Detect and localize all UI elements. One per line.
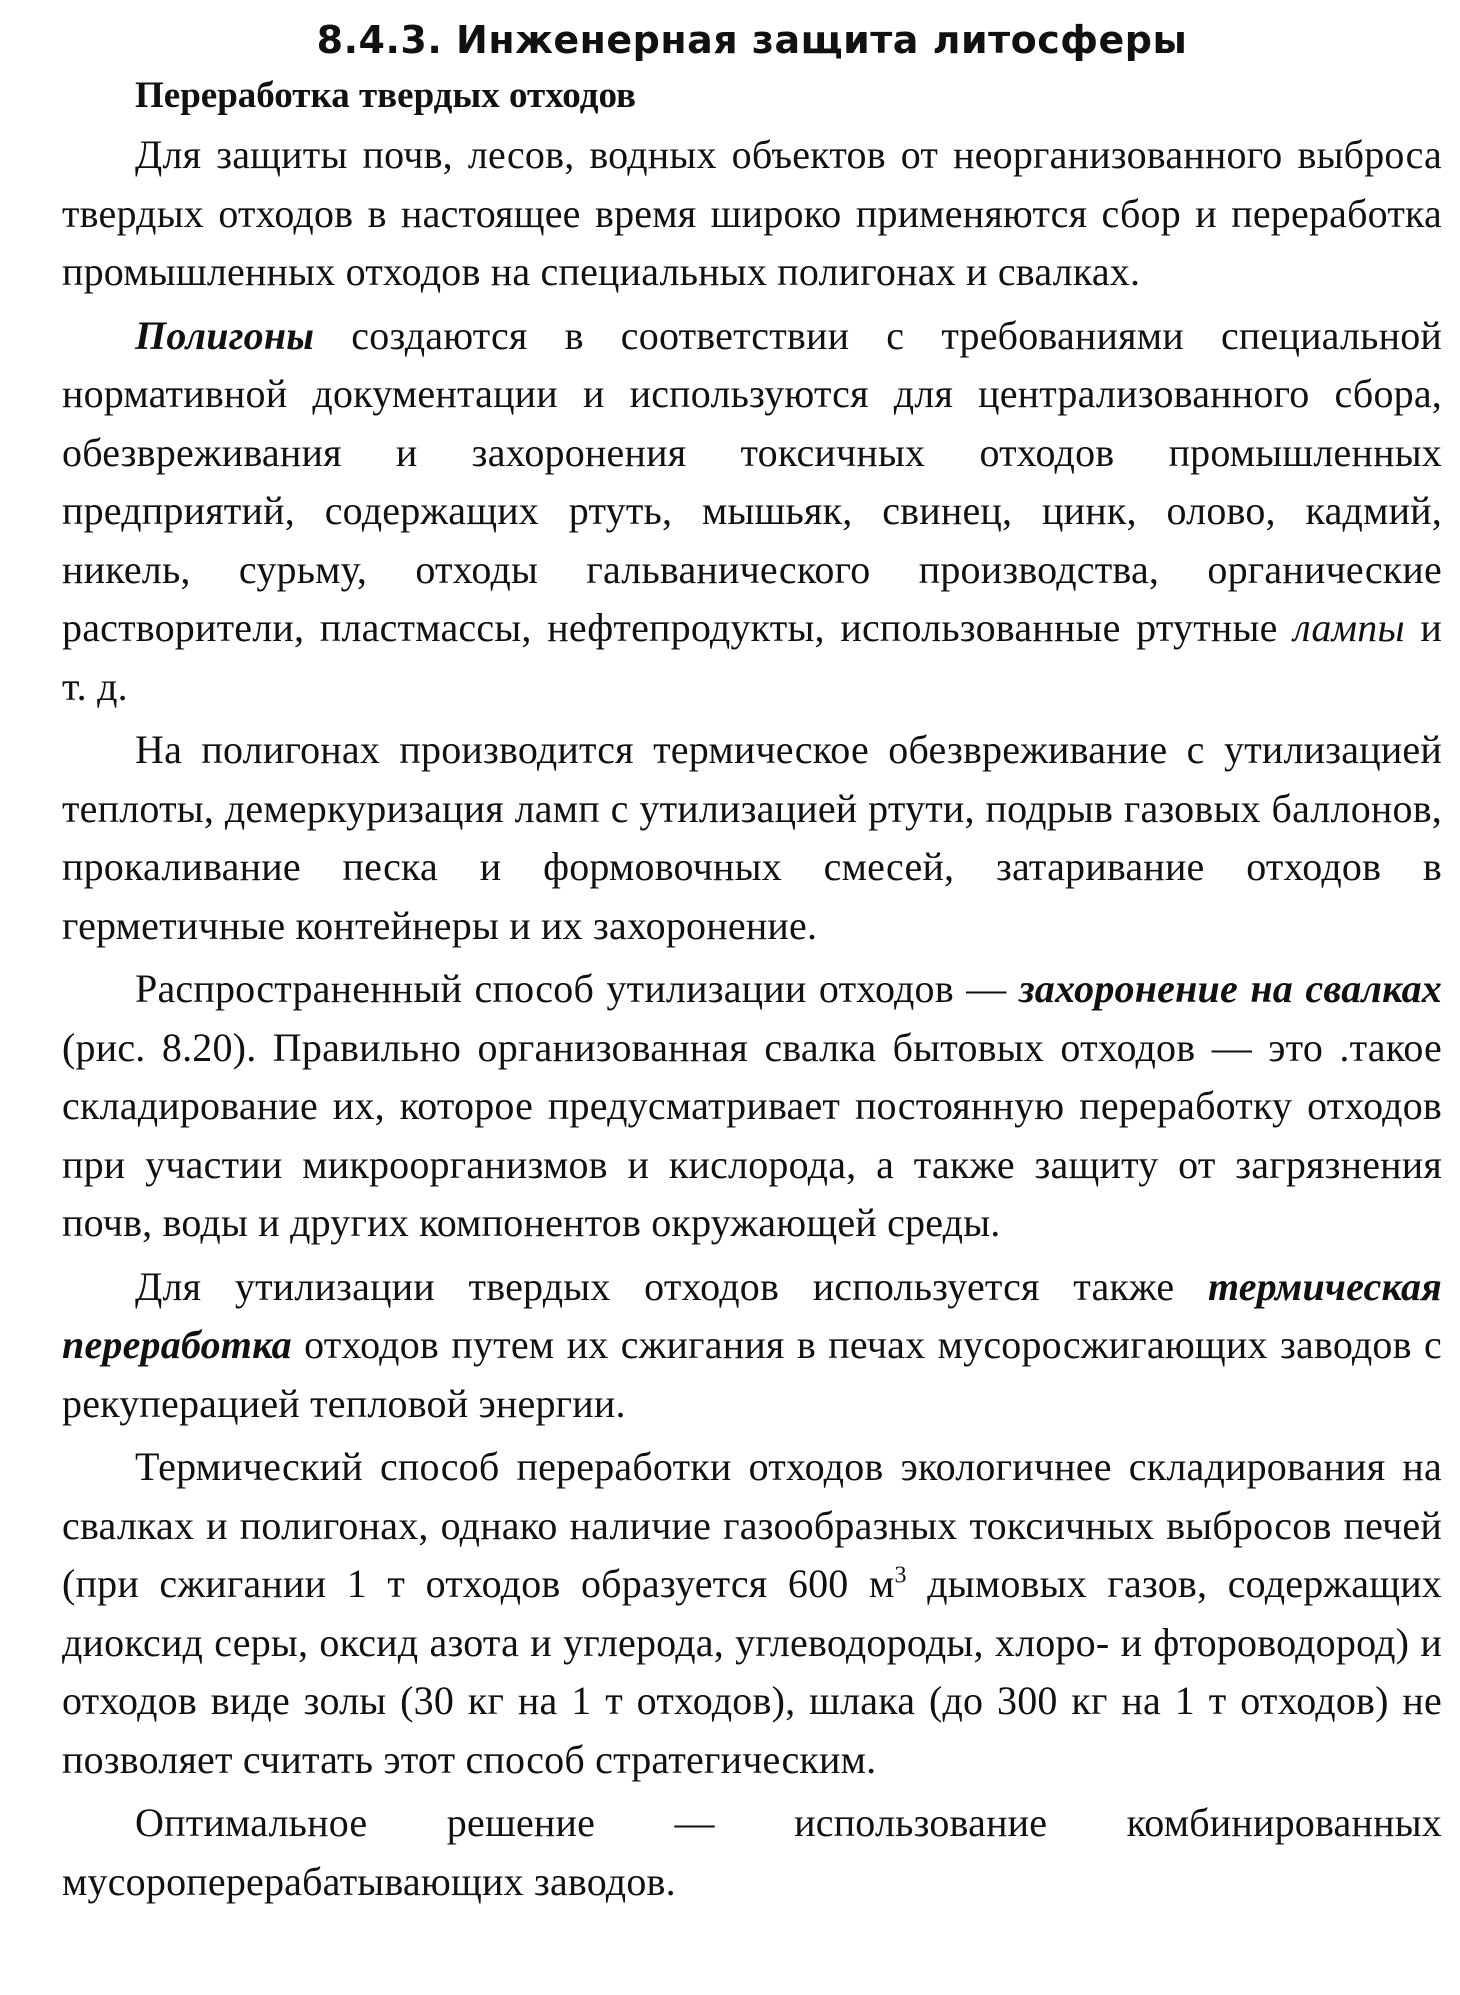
paragraph-6 (62, 1438, 1442, 1789)
paragraph-2-tail: и т. д. (62, 605, 1442, 709)
paragraph-6-lead: Термический способ переработки отходов экологичнее складирования на свалках и полигонах, однако наличие газообразных токсичных выбросов печей (при сжигании 1 т отходов образуется 600 м (62, 1444, 1442, 1606)
paragraph-4-term: захоронение на свалках (1018, 966, 1442, 1011)
document-page (62, 14, 1442, 1916)
paragraph-2-italic-word: лампы (1293, 605, 1405, 650)
section-subtitle: Переработка твердых отходов (135, 75, 636, 116)
paragraph-6-superscript: 3 (894, 1562, 907, 1589)
paragraph-5-term: термическая переработка (62, 1263, 1442, 1367)
paragraph-7 (62, 1794, 1442, 1911)
paragraph-4 (62, 960, 1442, 1253)
paragraph-2-text: создаются в соответствии с требованиями специальной нормативной документации и используются для централизованного сбора, обезвреживания и захоронения токсичных отходов промышленных предприятий, содержащих ртуть, мышьяк, свинец, цинк, олово, кадмий, никель, сурьму, отходы гальванического производства, органические растворители, пластмассы, нефтепродукты, использованные ртутные (62, 312, 1442, 650)
paragraph-3 (62, 721, 1442, 955)
paragraph-5-lead: Для утилизации твердых отходов используется также (135, 1263, 1208, 1309)
section-title: 8.4.3. Инженерная защита литосферы (316, 18, 1188, 62)
paragraph-7-text: Оптимальное решение — использование комбинированных мусороперерабатывающих заводов. (62, 1800, 1442, 1904)
paragraph-5-text: отходов путем их сжигания в печах мусоросжигающих заводов с рекуперацией тепловой энергии. (62, 1322, 1442, 1426)
paragraph-1 (62, 126, 1442, 302)
paragraph-6-text: дымовых газов, содержащих диоксид серы, оксид азота и углерода, углеводороды, хлоро- и фтороводород) и отходов виде золы (30 кг на 1 т отходов), шлака (до 300 кг на 1 т отходов) не позволяет считать этот способ стратегическим. (62, 1561, 1443, 1782)
paragraph-4-lead: Распространенный способ утилизации отходов — (135, 966, 1019, 1011)
paragraph-3-text: На полигонах производится термическое обезвреживание с утилизацией теплоты, демеркуризация ламп с утилизацией ртути, подрыв газовых баллонов, прокаливание песка и формовочных смесей, затаривание отходов в герметичные контейнеры и их захоронение. (62, 727, 1442, 948)
paragraph-4-text: (рис. 8.20). Правильно организованная свалка бытовых отходов — это .такое складирование их, которое предусматривает постоянную переработку отходов при участии микроорганизмов и кислорода, а также защиту от загрязнения почв, воды и других компонентов окружающей среды. (62, 1024, 1442, 1245)
paragraph-5 (62, 1258, 1442, 1434)
paragraph-2-term: Полигоны (135, 312, 315, 358)
paragraph-2 (62, 307, 1442, 717)
paragraph-1-text: Для защиты почв, лесов, водных объектов от неорганизованного выброса твердых отходов в настоящее время широко применяются сбор и переработка промышленных отходов на специальных полигонах и свалках. (62, 132, 1442, 294)
